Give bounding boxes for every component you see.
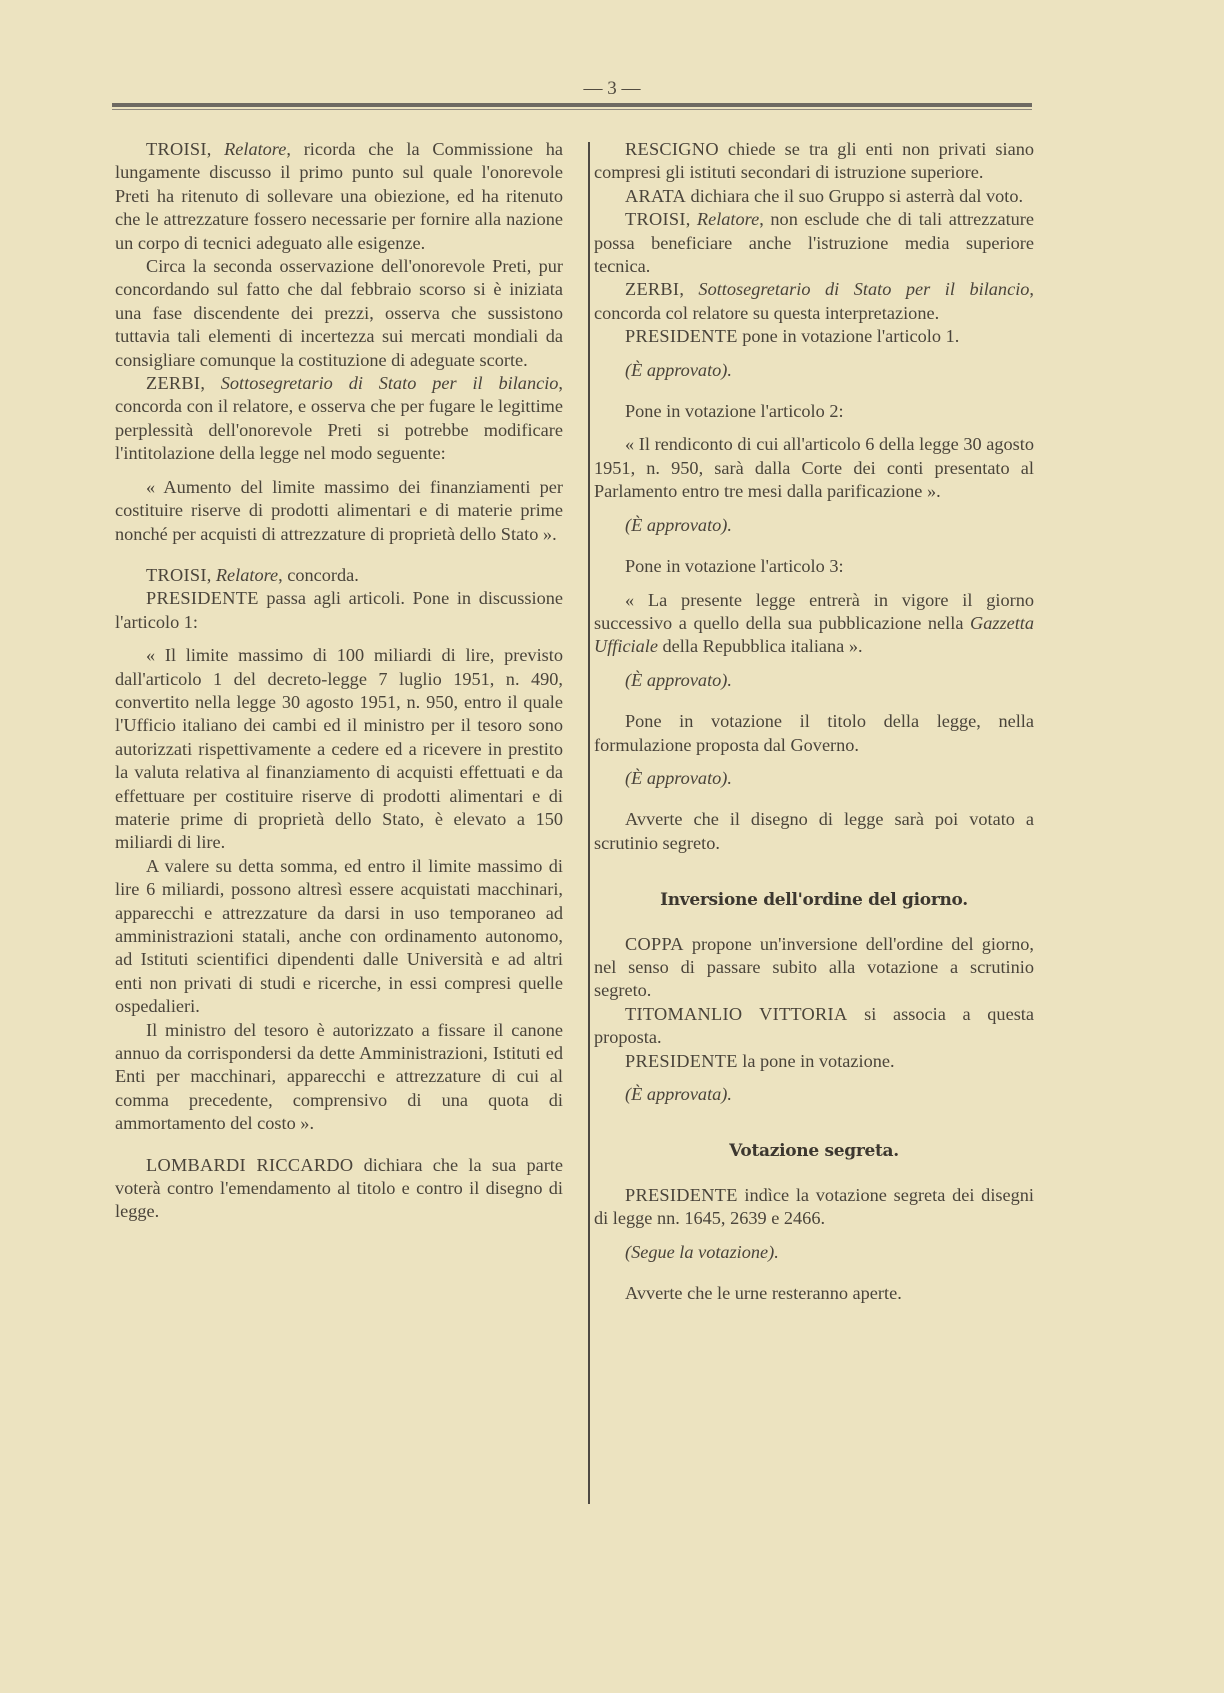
procedure-note: (Segue la votazione). <box>625 1241 779 1262</box>
article-text: « La presente legge entrerà in vigore il giorno successivo a quello della sua pubblicazione nella Gazzetta Ufficiale della Repubblica italiana ». <box>594 589 1034 657</box>
section-heading: Votazione segreta. <box>729 1141 899 1162</box>
approval-note: (È approvato). <box>625 669 732 690</box>
header-rule <box>112 103 1032 107</box>
paragraph: ARATA dichiara che il suo Gruppo si asterrà dal voto. <box>625 185 1024 206</box>
paragraph: TROISI, Relatore, non esclude che di tali attrezzature possa beneficiare anche l'istruzione media superiore tecnica. <box>594 209 1034 277</box>
paragraph: LOMBARDI RICCARDO dichiara che la sua parte voterà contro l'emendamento al titolo e contro il disegno di legge. <box>115 1154 563 1222</box>
paragraph: ZERBI, Sottosegretario di Stato per il bilancio, concorda col relatore su questa interpretazione. <box>594 279 1034 323</box>
right-column <box>594 138 1034 1305</box>
header-rule-thin <box>112 109 1032 110</box>
paragraph: PRESIDENTE indìce la votazione segreta dei disegni di legge nn. 1645, 2639 e 2466. <box>594 1184 1034 1229</box>
quoted-title: « Aumento del limite massimo dei finanziamenti per costituire riserve di prodotti alimentari e di materie prime nonché per acquisti di attrezzature di proprietà dello Stato ». <box>115 476 563 544</box>
column-divider <box>588 142 590 1504</box>
paragraph: TROISI, Relatore, ricorda che la Commissione ha lungamente discusso il primo punto sul quale l'onorevole Preti ha ritenuto di sollevare una obiezione, ed ha ritenuto che le attrezzature fossero necessarie per fornire alla nazione un corpo di tecnici adeguato alle esigenze. <box>115 139 563 253</box>
approval-note: (È approvato). <box>625 514 732 535</box>
paragraph: Pone in votazione l'articolo 2: <box>625 401 844 422</box>
approval-note: (È approvata). <box>625 1084 732 1104</box>
paragraph: Avverte che le urne resteranno aperte. <box>625 1283 902 1304</box>
article-text: Il ministro del tesoro è autorizzato a fissare il canone annuo da corrispondersi da dette Amministrazioni, Istituti ed Enti per macchinari, apparecchi e attrezzature di cui al comma precedente, comprensivo di una quota di ammortamento del costo ». <box>115 1019 563 1134</box>
article-text: « Il limite massimo di 100 miliardi di lire, previsto dall'articolo 1 del decreto-legge 7 luglio 1951, n. 490, convertito nella legge 30 agosto 1951, n. 950, entro il quale l'Ufficio italiano dei cambi ed il ministro per il tesoro sono autorizzati rispettivamente a cedere ed a ricevere in prestito la valuta relativa al finanziamento di acquisti effettuati e da effettuare per costituire riserve di prodotti alimentari e di materie prime di proprietà dello Stato, è elevato a 150 miliardi di lire. <box>115 645 563 853</box>
paragraph: COPPA propone un'inversione dell'ordine del giorno, nel senso di passare subito alla votazione a scrutinio segreto. <box>594 933 1034 1001</box>
paragraph: ZERBI, Sottosegretario di Stato per il bilancio, concorda con il relatore, e osserva che per fugare le legittime perplessità dell'onorevole Preti si potrebbe modificare l'intitolazione della legge nel modo seguente: <box>115 373 563 464</box>
paragraph: Pone in votazione il titolo della legge, nella formulazione proposta dal Governo. <box>594 711 1034 755</box>
paragraph: RESCIGNO chiede se tra gli enti non privati siano compresi gli istituti secondari di istruzione superiore. <box>594 139 1034 183</box>
paragraph: PRESIDENTE la pone in votazione. <box>625 1050 895 1071</box>
paragraph: PRESIDENTE passa agli articoli. Pone in discussione l'articolo 1: <box>115 588 563 632</box>
paragraph: TROISI, Relatore, concorda. <box>146 564 359 585</box>
section-heading: Inversione dell'ordine del giorno. <box>660 890 968 911</box>
page-number: — 3 — <box>583 78 641 99</box>
approval-note: (È approvato). <box>625 359 732 380</box>
article-text: « Il rendiconto di cui all'articolo 6 della legge 30 agosto 1951, n. 950, sarà dalla Corte dei conti presentato al Parlamento entro tre mesi dalla parificazione ». <box>594 434 1034 502</box>
paragraph: Avverte che il disegno di legge sarà poi votato a scrutinio segreto. <box>594 809 1034 853</box>
paragraph: TITOMANLIO VITTORIA si associa a questa proposta. <box>594 1003 1034 1048</box>
paragraph: PRESIDENTE pone in votazione l'articolo 1. <box>625 326 960 347</box>
paragraph: Pone in votazione l'articolo 3: <box>625 556 844 577</box>
paragraph: Circa la seconda osservazione dell'onorevole Preti, pur concordando sul fatto che dal febbraio scorso si è iniziata una fase discendente dei prezzi, osserva che sussistono tuttavia tali elementi di incertezza sui mercati mondiali da consigliare comunque la costituzione di adeguate scorte. <box>115 256 563 370</box>
left-column <box>115 138 563 1224</box>
article-text: A valere su detta somma, ed entro il limite massimo di lire 6 miliardi, possono altresì essere acquistati macchinari, apparecchi e attrezzature da darsi in uso temporaneo ad amministrazioni statali, anche con ordinamento autonomo, ad Istituti scientifici dipendenti dalle Università e ad altri enti non privati di studi e ricerche, in essi compresi quelle ospedalieri. <box>115 855 563 1017</box>
approval-note: (È approvato). <box>625 767 732 788</box>
